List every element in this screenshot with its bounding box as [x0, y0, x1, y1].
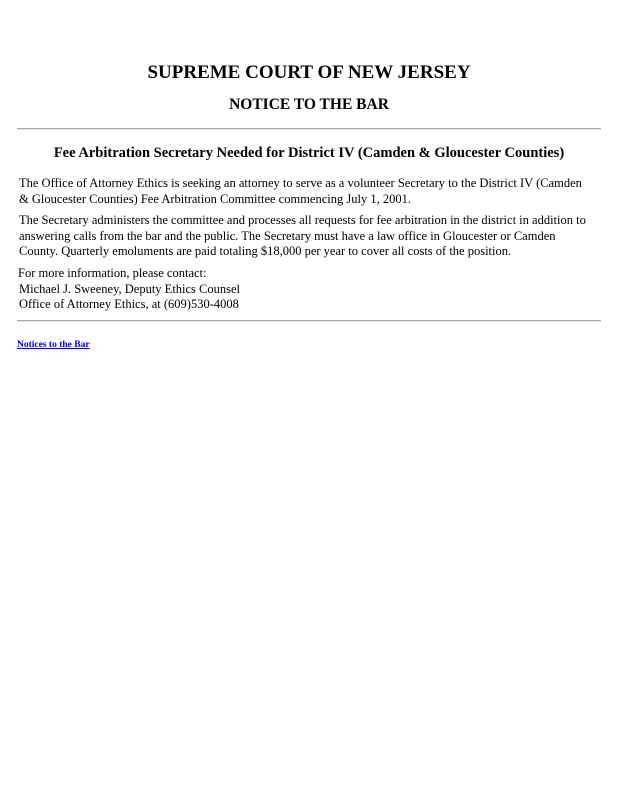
contact-office: Office of Attorney Ethics, at (609)530-4008: [19, 297, 239, 311]
contact-intro: For more information, please contact:: [18, 266, 207, 280]
bottom-divider: [17, 320, 601, 322]
notice-paragraph-2: The Secretary administers the committee and processes all requests for fee arbitration in the district in addition to answering calls from the bar and the public. The Secretary must have a law office in Gloucester or Camden County. Quarterly emoluments are paid totaling $18,000 per year to cover all costs of the position.: [19, 213, 586, 258]
notice-paragraph-1: The Office of Attorney Ethics is seeking an attorney to serve as a volunteer Secretary to the District IV (Camden & Gloucester Counties) Fee Arbitration Committee commencing July 1, 2001.: [19, 176, 582, 206]
top-divider: [17, 128, 601, 130]
court-title: SUPREME COURT OF NEW JERSEY: [147, 62, 471, 83]
notice-headline: Fee Arbitration Secretary Needed for District IV (Camden & Gloucester Counties): [53, 145, 565, 161]
notice-title: NOTICE TO THE BAR: [229, 96, 389, 113]
contact-name: Michael J. Sweeney, Deputy Ethics Counsel: [19, 281, 241, 296]
contact-block: [18, 266, 240, 313]
notices-to-the-bar-link[interactable]: Notices to the Bar: [17, 340, 90, 350]
